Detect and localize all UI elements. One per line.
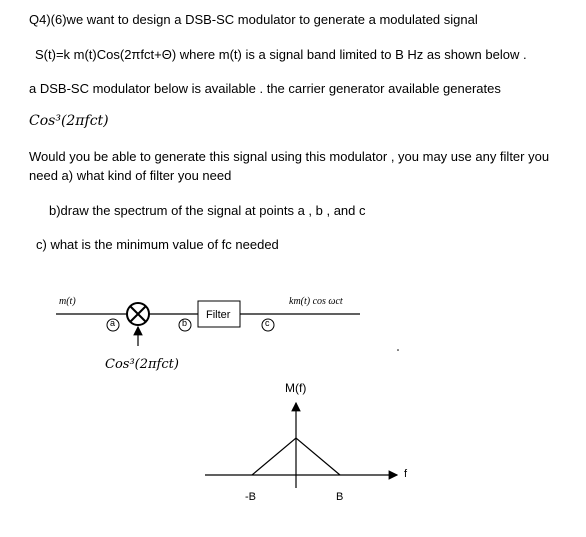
part-c-text: c) what is the minimum value of fc needed: [36, 237, 279, 252]
question-line-3: a DSB-SC modulator below is available . the carrier generator available generates: [29, 81, 501, 96]
spectrum-x-label: f: [404, 468, 408, 480]
filter-label: Filter: [206, 309, 231, 321]
question-line-5: need a) what kind of filter you need: [29, 168, 232, 183]
output-label: km(t) cos ωct: [289, 296, 343, 307]
carrier-label: Cos³(2πfct): [105, 357, 179, 372]
point-a-label: a: [110, 318, 116, 328]
question-line-2: S(t)=k m(t)Cos(2πfct+Θ) where m(t) is a signal band limited to B Hz as shown below .: [35, 47, 527, 62]
question-line-1: Q4)(6)we want to design a DSB-SC modulator to generate a modulated signal: [29, 12, 478, 27]
carrier-expression: Cos³(2πfct): [29, 113, 109, 129]
input-label: m(t): [59, 296, 76, 307]
spectrum-title: M(f): [285, 381, 307, 395]
part-b-text: b)draw the spectrum of the signal at points a , b , and c: [49, 203, 366, 218]
spectrum-tick-b: B: [336, 491, 344, 503]
spectrum-tick-neg-b: -B: [245, 491, 256, 503]
point-c-label: c: [265, 318, 270, 328]
point-b-label: b: [182, 318, 188, 328]
question-line-4: Would you be able to generate this signal using this modulator , you may use any filter you: [29, 149, 550, 164]
stray-dot: [397, 349, 399, 351]
